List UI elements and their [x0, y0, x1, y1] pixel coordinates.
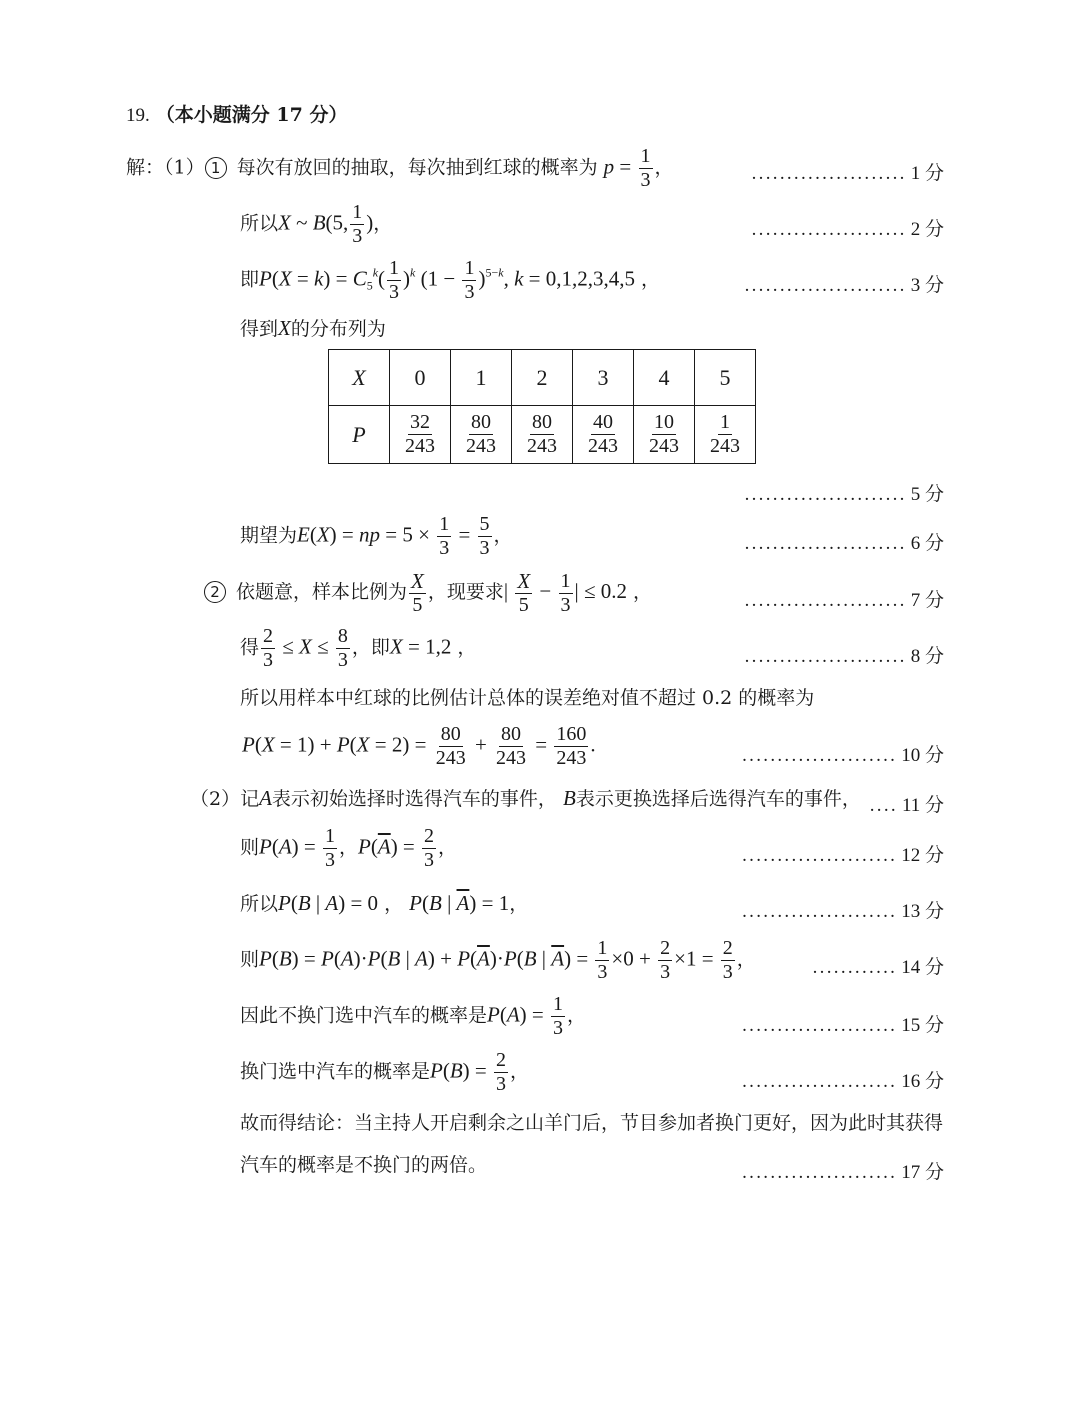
solution-part-2: （2）记A表示初始选择时选得汽车的事件， B表示更换选择后选得汽车的事件，	[190, 786, 861, 810]
solution-line-6: 2 依题意，样本比例为 $\frac{X}{5}$ ，现要求| $\frac{X}{5}$ − $\frac{1}{3}$ | ≤ 0.2 ，	[204, 570, 652, 616]
score-2: ...................... 2 分	[751, 219, 944, 240]
solution-line-15: 故而得结论：当主持人开启剩余之山羊门后，节目参加者换门更好，因为此时其获得	[240, 1112, 944, 1134]
table-row	[329, 406, 756, 464]
problem-title: （本小题满分 17 分）	[155, 104, 348, 126]
score-15: ...................... 15 分	[742, 1015, 944, 1036]
solution-line-14: 换门选中汽车的概率是P(B) = $\frac{2}{3}$ ，	[240, 1049, 530, 1095]
score-6: ....................... 6 分	[744, 533, 944, 554]
score-3: ....................... 3 分	[744, 275, 944, 296]
score-11: .... 11 分	[869, 795, 944, 816]
solution-line-16: 汽车的概率是不换门的两倍。	[240, 1154, 488, 1176]
score-1: ...................... 1 分	[751, 163, 944, 184]
solution-line-8: 所以用样本中红球的比例估计总体的误差绝对值不超过 0.2 的概率为	[240, 687, 815, 709]
table-cell: $\frac{80}{243}$	[512, 406, 573, 464]
solution-line-4: 得到X的分布列为	[240, 316, 386, 340]
table-header-cell: 0	[390, 350, 451, 406]
score-16: ...................... 16 分	[742, 1071, 944, 1092]
solution-line-12: 则P(B) = P(A)·P(B | $A) + P(\overline{A})\cdot P(B$ | $\overline{A}$) = $\frac{1}{3}$ ×0 + $\frac{2}{3}$ ×1 = $\frac{2}{3}$ ，	[240, 937, 756, 983]
problem-header	[126, 106, 347, 125]
distribution-table	[328, 349, 756, 464]
table-header-cell: X	[329, 350, 390, 406]
table-header-cell: 3	[573, 350, 634, 406]
solution-line-11: 所以P(B | A) = 0 ， P(B | $\overline{A}) = 1$，	[240, 891, 529, 915]
score-17: ...................... 17 分	[742, 1162, 944, 1183]
solution-line-1: 解：（1） 1 每次有放回的抽取，每次抽到红球的概率为 p = $\frac{1}{3}$ ，	[126, 145, 674, 191]
circled-number-2: 2	[204, 581, 226, 603]
solution-line-13: 因此不换门选中汽车的概率是P(A) = $\frac{1}{3}$ ，	[240, 993, 587, 1039]
solution-line-7: 得 $\frac{2}{3}$ ≤ X ≤ $\frac{8}{3}$ ，即X = 1,2 ，	[240, 625, 477, 671]
score-10: ...................... 10 分	[742, 745, 944, 766]
score-7: ....................... 7 分	[744, 590, 944, 611]
table-cell: $\frac{1}{243}$	[695, 406, 756, 464]
solution-line-3: 即$P(X = k) = C_5^k$( $\frac{1}{3}$ )$^k$ (1 − $\frac{1}{3}$ )$^{5-k}$, k = 0,1,2,3,4,5 ，	[240, 257, 661, 303]
line-1-text: 每次有放回的抽取，每次抽到红球的概率为	[236, 156, 598, 179]
problem-number: 19.	[126, 105, 150, 126]
table-row-label: P	[329, 406, 390, 464]
score-14: ............ 14 分	[812, 957, 944, 978]
table-row	[329, 350, 756, 406]
score-8: ....................... 8 分	[744, 646, 944, 667]
table-cell: $\frac{40}{243}$	[573, 406, 634, 464]
table-header-cell: 1	[451, 350, 512, 406]
solution-line-2: 所以X ~ B(5, $\frac{1}{3}$ )，	[240, 201, 393, 247]
table-header-cell: 2	[512, 350, 573, 406]
score-12: ...................... 12 分	[742, 845, 944, 866]
table-header-cell: 4	[634, 350, 695, 406]
table-cell: $\frac{80}{243}$	[451, 406, 512, 464]
solution-line-10: 则P(A) = $\frac{1}{3}$ ，$P(\overline{A})$ = $\frac{2}{3}$ ，	[240, 825, 458, 871]
table-header-cell: 5	[695, 350, 756, 406]
score-5: ....................... 5 分	[744, 484, 944, 505]
circled-number-1: 1	[205, 157, 227, 179]
table-cell: $\frac{10}{243}$	[634, 406, 695, 464]
solution-prefix: 解：（1）	[126, 156, 205, 179]
table-cell: $\frac{32}{243}$	[390, 406, 451, 464]
score-13: ...................... 13 分	[742, 901, 944, 922]
solution-line-9: P(X = 1) + P(X = 2) = $\frac{80}{243}$ + $\frac{80}{243}$ = $\frac{160}{243}$ .	[242, 723, 596, 769]
solution-line-5: 期望为E(X) = np = 5 × $\frac{1}{3}$ = $\frac{5}{3}$ ，	[240, 513, 513, 559]
